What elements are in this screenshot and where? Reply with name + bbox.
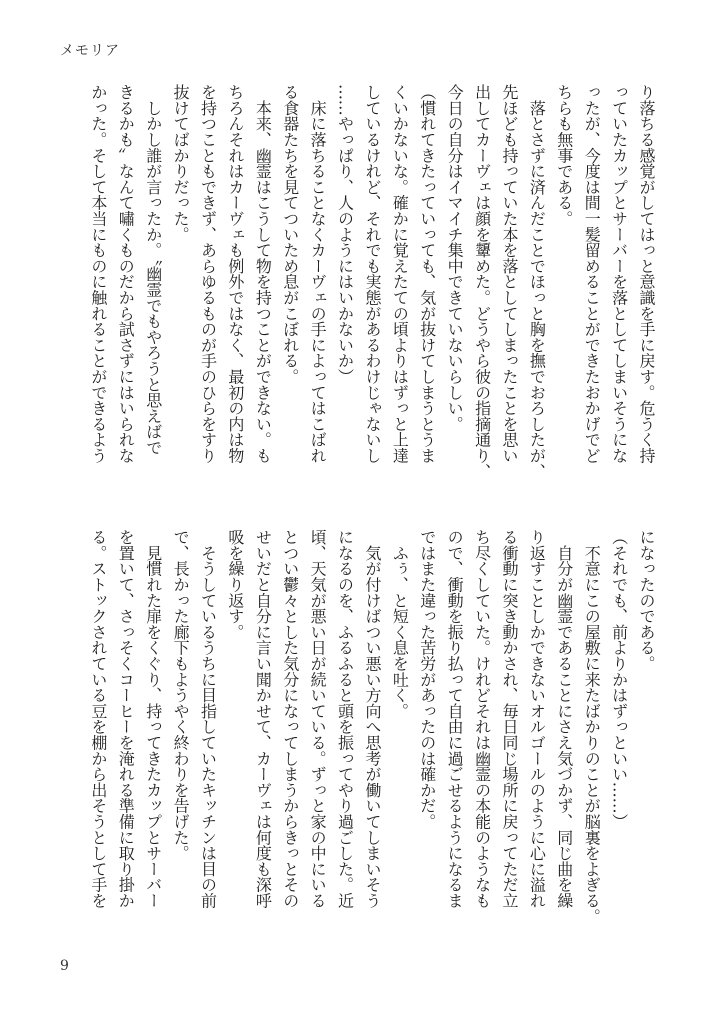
text-line: を置いて、さっそくコーヒーを淹れる準備に取り掛か bbox=[116, 529, 136, 909]
text-line: （慣れてきたっていっても、気が抜けてしまうとうま bbox=[417, 84, 437, 464]
text-line: ち尽くしていた。けれどそれは幽霊の本能のようなも bbox=[472, 529, 492, 909]
text-line: かった。そして本当にものに触れることができるよう bbox=[88, 84, 108, 464]
text-block-lower bbox=[80, 529, 660, 939]
text-line: しかし誰が言ったか。〝幽霊でもやろうと思えばで bbox=[143, 84, 163, 456]
page-number: 9 bbox=[60, 958, 69, 974]
text-line: とつい鬱々とした気分になってしまうからきっとその bbox=[280, 529, 300, 909]
text-line: になったのである。 bbox=[637, 529, 656, 672]
text-line: ……やっぱり、人のようにはいかないか） bbox=[335, 84, 355, 385]
text-line: で、長かった廊下もようやく終わりを告げた。 bbox=[171, 529, 191, 861]
text-line: を持つこともできず、あらゆるものが手のひらをすり bbox=[198, 84, 218, 464]
text-line: そうしているうちに目指していたキッチンは目の前 bbox=[198, 529, 218, 909]
text-line: （それでも、前よりかはずっといい……） bbox=[609, 529, 629, 830]
running-title: メモリア bbox=[60, 43, 120, 59]
text-line: 見慣れた扉をくぐり、持ってきたカップとサーバー bbox=[143, 529, 163, 909]
text-block-upper bbox=[80, 84, 660, 494]
text-line: り落ちる感覚がしてはっと意識を手に戻す。危うく持 bbox=[637, 84, 656, 464]
text-line: る食器たちを見てついため息がこぼれる。 bbox=[280, 84, 300, 385]
text-line: 吸を繰り返す。 bbox=[225, 529, 245, 640]
text-line: ふぅ、と短く息を吐く。 bbox=[390, 529, 410, 719]
text-line: 今日の自分はイマイチ集中できていないらしい。 bbox=[445, 84, 465, 432]
text-line: ちろんそれはカーヴェも例外ではなく、最初の内は物 bbox=[225, 84, 245, 464]
text-line: 気が付けばつい悪い方向へ思考が働いてしまいそう bbox=[362, 529, 382, 909]
text-line: 本来、幽霊はこうして物を持つことができない。も bbox=[253, 84, 273, 464]
text-line: ではまた違った苦労があったのは確かだ。 bbox=[417, 529, 437, 830]
text-line: 自分が幽霊であることにさえ気づかず、同じ曲を繰 bbox=[554, 529, 574, 909]
text-line: 落とさずに済んだことでほっと胸を撫でおろしたが、 bbox=[527, 84, 547, 480]
text-line: 先ほども持っていた本を落としてしまったことを思い bbox=[499, 84, 519, 464]
text-line: 抜けてばかりだった。 bbox=[171, 84, 191, 243]
text-line: り返すことしかできないオルゴールのように心に溢れ bbox=[527, 529, 547, 909]
text-line: る衝動に突き動かされ、毎日同じ場所に戻ってただ立 bbox=[499, 529, 519, 909]
text-line: くいかないな。確かに覚えたての頃よりはずっと上達 bbox=[390, 84, 410, 464]
text-line: しているけれど、それでも実態があるわけじゃないし bbox=[362, 84, 382, 464]
text-line: 頃、天気が悪い日が続いている。ずっと家の中にいる bbox=[308, 529, 328, 909]
text-line: ちらも無事である。 bbox=[554, 84, 574, 227]
text-line: る。ストックされている豆を棚から出そうとして手を bbox=[88, 529, 108, 909]
text-line: ので、衝動を振り払って自由に過ごせるようになるま bbox=[445, 529, 465, 909]
text-line: っていたカップとサーバーを落としてしまいそうにな bbox=[609, 84, 629, 464]
text-line: 出してカーヴェは顔を顰めた。どうやら彼の指摘通り、 bbox=[472, 84, 492, 480]
text-line: になるのを、ふるふると頭を振ってやり過ごした。近 bbox=[335, 529, 355, 909]
text-line: 床に落ちることなくカーヴェの手によってはこばれ bbox=[308, 84, 328, 464]
text-line: 不意にこの屋敷に来たばかりのことが脳裏をよぎる。 bbox=[582, 529, 602, 925]
text-line: きるかも〟なんて嘯くものだから試さずにはいられな bbox=[116, 84, 136, 464]
text-line: ったが、今度は間一髪留めることができたおかげでど bbox=[582, 84, 602, 464]
text-line: せいだと自分に言い聞かせて、カーヴェは何度も深呼 bbox=[253, 529, 273, 909]
